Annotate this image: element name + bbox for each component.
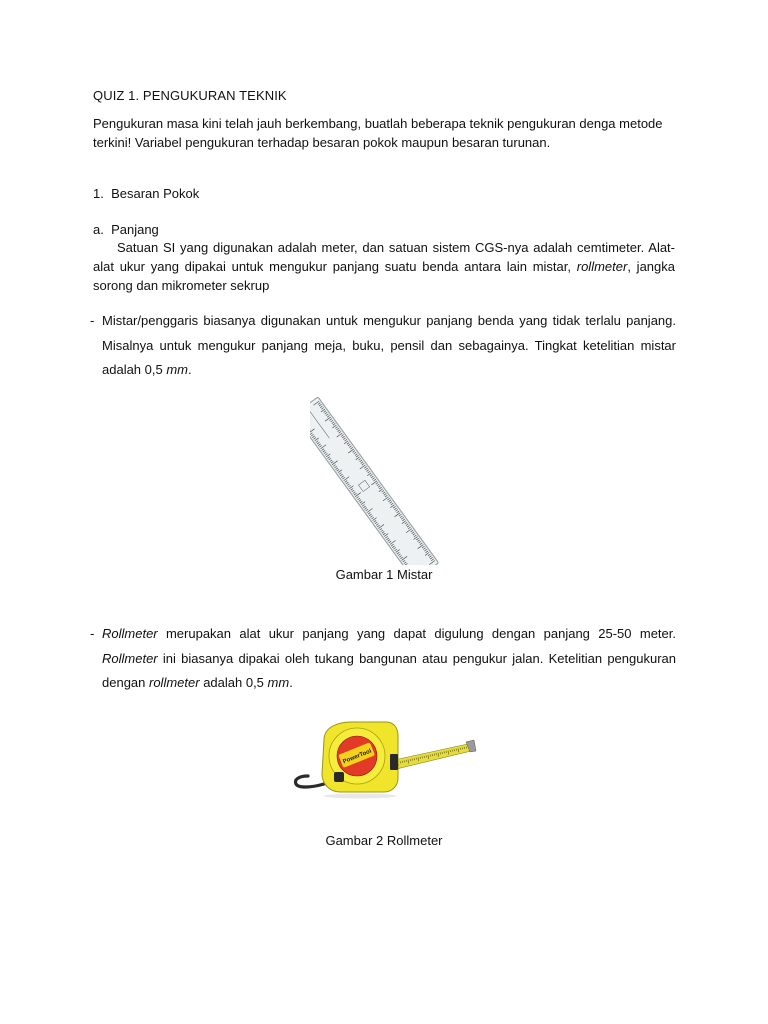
bullet-dash: -	[90, 313, 95, 328]
panjang-text-1: Satuan SI yang digunakan adalah meter, dan satuan sistem CGS-nya adalah cemtimeter. Alat-alat ukur yang dipakai untuk mengukur panjang suatu benda antara lain mistar,	[93, 240, 675, 274]
bullet-rollmeter-body-2: ini biasanya dipakai oleh tukang bangunan atau pengukur jalan. Ketelitian pengukuran dengan	[102, 650, 676, 690]
panjang-paragraph	[93, 238, 675, 295]
figure-2-caption: Gambar 2 Rollmeter	[325, 833, 443, 848]
panjang-italic-rollmeter: rollmeter	[576, 259, 628, 274]
figure-1-caption: Gambar 1 Mistar	[335, 567, 433, 582]
intro-paragraph: Pengukuran masa kini telah jauh berkembang, buatlah beberapa teknik pengukuran denga metode terkini! Variabel pengukuran terhadap besaran pokok maupun besaran turunan.	[93, 116, 663, 150]
quiz-title: QUIZ 1. PENGUKURAN TEKNIK	[93, 88, 287, 103]
bullet-dash: -	[90, 626, 95, 641]
section-heading-besaran-pokok: 1. Besaran Pokok	[93, 186, 200, 201]
subheading-panjang: a. Panjang	[93, 222, 159, 237]
rollmeter-brand-text: PowerTool	[342, 748, 373, 766]
bullet-mistar-unit: mm	[166, 362, 189, 377]
bullet-rollmeter-body-1: merupakan alat ukur panjang yang dapat digulung dengan panjang 25-50 meter.	[157, 626, 676, 641]
bullet-rollmeter-text	[102, 622, 676, 696]
bullet-mistar-end: .	[188, 362, 192, 377]
ruler-image	[310, 385, 460, 565]
bullet-mistar-text	[102, 309, 676, 383]
bullet-mistar-body: Mistar/penggaris biasanya digunakan untuk mengukur panjang benda yang tidak terlalu panjang. Misalnya untuk mengukur panjang meja, buku, pensil dan sebagainya. Tingkat ketelitian mistar adalah 0,5	[102, 313, 676, 377]
bullet-rollmeter-italic-1: Rollmeter	[102, 626, 158, 641]
rollmeter-image	[290, 718, 480, 800]
bullet-rollmeter-body-3: adalah 0,5	[199, 675, 268, 690]
bullet-rollmeter-italic-3: rollmeter	[149, 675, 200, 690]
bullet-rollmeter-end: .	[289, 675, 293, 690]
panjang-text-2: , jangka sorong dan mikrometer sekrup	[93, 259, 675, 293]
bullet-mistar	[90, 309, 676, 383]
bullet-rollmeter-unit: mm	[267, 675, 290, 690]
bullet-rollmeter-italic-2: Rollmeter	[102, 650, 158, 666]
bullet-rollmeter	[90, 622, 676, 696]
